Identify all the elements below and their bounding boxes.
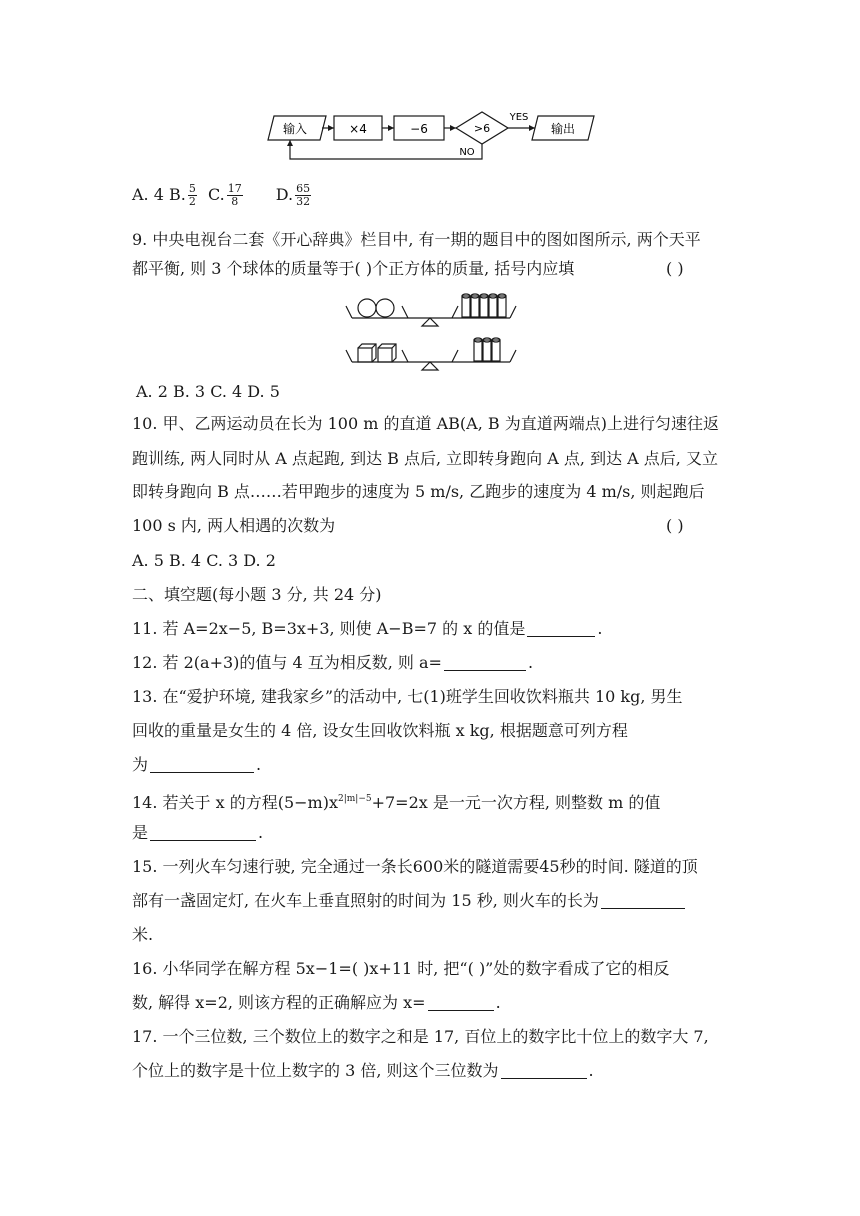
q11: 11. 若 A=2x−5, B=3x+3, 则使 A−B=7 的 x 的值是 . bbox=[132, 619, 603, 638]
scale-1-ball bbox=[376, 299, 394, 317]
yes-label: YES bbox=[509, 112, 529, 123]
q14-exponent: 2|m|−5 bbox=[338, 794, 372, 804]
q8-option-d-fraction: $\frac{65}{32}$ bbox=[296, 182, 311, 208]
q16-line-1: 16. 小华同学在解方程 5x−1=( )x+11 时, 把“( )”处的数字看成了它的相反 bbox=[132, 959, 670, 978]
q10-line-1: 10. 甲、乙两运动员在长为 100 m 的直道 AB(A, B 为直道两端点)上进行匀速往返 bbox=[132, 414, 719, 433]
condition-label: >6 bbox=[473, 122, 491, 135]
q12-answer-blank[interactable] bbox=[444, 654, 526, 671]
balance-scales-figure bbox=[0, 282, 860, 382]
q8-options bbox=[132, 183, 313, 208]
q14-line-1: 14. 若关于 x 的方程$(5-m)x^{2|m|-5}+7=2x$ 是一元一次方程, 则整数 m 的值 bbox=[132, 793, 661, 812]
scale-1-ball bbox=[358, 299, 376, 317]
q8-option-c: C. bbox=[207, 185, 225, 204]
q9-answer-paren: ( ) bbox=[666, 259, 684, 278]
q13-answer-blank[interactable] bbox=[150, 756, 254, 773]
q14-answer-blank[interactable] bbox=[150, 824, 256, 841]
q8-option-b-fraction: $\frac{5}{2}$ bbox=[188, 182, 196, 208]
section-2-heading: 二、填空题(每小题 3 分, 共 24 分) bbox=[132, 585, 382, 604]
scale-2-cylinders bbox=[474, 338, 500, 361]
q8-option-a: A. 4 bbox=[132, 185, 164, 204]
q9-options: A. 2 B. 3 C. 4 D. 5 bbox=[136, 382, 280, 401]
q9-line-2: 都平衡, 则 3 个球体的质量等于( )个正方体的质量, 括号内应填 bbox=[132, 259, 575, 278]
q10-answer-paren: ( ) bbox=[666, 516, 684, 535]
q15-line-2: 部有一盏固定灯, 在火车上垂直照射的时间为 15 秒, 则火车的长为 bbox=[132, 890, 687, 912]
multiply-label: ×4 bbox=[349, 122, 367, 136]
q8-option-b: B. bbox=[169, 185, 186, 204]
q13-line-1: 13. 在“爱护环境, 建我家乡”的活动中, 七(1)班学生回收饮料瓶共 10 kg, 男生 bbox=[132, 687, 683, 706]
q17-answer-blank[interactable] bbox=[501, 1062, 587, 1079]
q11-answer-blank[interactable] bbox=[527, 620, 595, 637]
q15-line-1: 15. 一列火车匀速行驶, 完全通过一条长600米的隧道需要45秒的时间. 隧道的顶 bbox=[132, 857, 698, 876]
q13-line-3: 为 . bbox=[132, 755, 262, 774]
q10-line-2: 跑训练, 两人同时从 A 点起跑, 到达 B 点后, 立即转身跑向 A 点, 到达 A 点后, 又立 bbox=[132, 449, 718, 468]
output-label: 输出 bbox=[550, 122, 576, 136]
q11-text: 11. 若 A=2x−5, B=3x+3, 则使 A−B=7 的 x 的值是 bbox=[132, 619, 526, 638]
input-label: 输入 bbox=[282, 122, 308, 136]
scale-1-fulcrum bbox=[422, 318, 438, 326]
subtract-label: −6 bbox=[410, 122, 428, 136]
q10-line-3: 即转身跑向 B 点……若甲跑步的速度为 5 m/s, 乙跑步的速度为 4 m/s, 则起跑后 bbox=[132, 482, 705, 501]
q15-answer-blank[interactable] bbox=[601, 892, 685, 909]
q17-line-1: 17. 一个三位数, 三个数位上的数字之和是 17, 百位上的数字比十位上的数字大 7, bbox=[132, 1027, 709, 1046]
q17-line-2: 个位上的数字是十位上数字的 3 倍, 则这个三位数为 . bbox=[132, 1061, 594, 1080]
scale-2-fulcrum bbox=[422, 362, 438, 370]
q16-line-2: 数, 解得 x=2, 则该方程的正确解应为 x= . bbox=[132, 993, 501, 1012]
q16-answer-blank[interactable] bbox=[428, 994, 494, 1011]
q9-line-1: 9. 中央电视台二套《开心辞典》栏目中, 有一期的题目中的图如图所示, 两个天平 bbox=[132, 230, 701, 249]
no-label: NO bbox=[459, 147, 475, 158]
scale-2-cubes bbox=[358, 344, 396, 362]
q8-option-d: D. bbox=[275, 185, 294, 204]
q12: 12. 若 2(a+3)的值与 4 互为相反数, 则 a= . bbox=[132, 653, 534, 672]
q8-option-c-fraction: $\frac{17}{8}$ bbox=[227, 182, 242, 208]
q10-line-4: 100 s 内, 两人相遇的次数为 bbox=[132, 516, 336, 535]
q13-line-2: 回收的重量是女生的 4 倍, 设女生回收饮料瓶 x kg, 根据题意可列方程 bbox=[132, 721, 628, 740]
scale-1-cylinders bbox=[462, 294, 506, 317]
q12-text: 12. 若 2(a+3)的值与 4 互为相反数, 则 a= bbox=[132, 653, 442, 672]
q14-line-2: 是 . bbox=[132, 823, 264, 842]
q10-options: A. 5 B. 4 C. 3 D. 2 bbox=[132, 551, 276, 570]
q15-line-3: 米. bbox=[132, 925, 154, 944]
